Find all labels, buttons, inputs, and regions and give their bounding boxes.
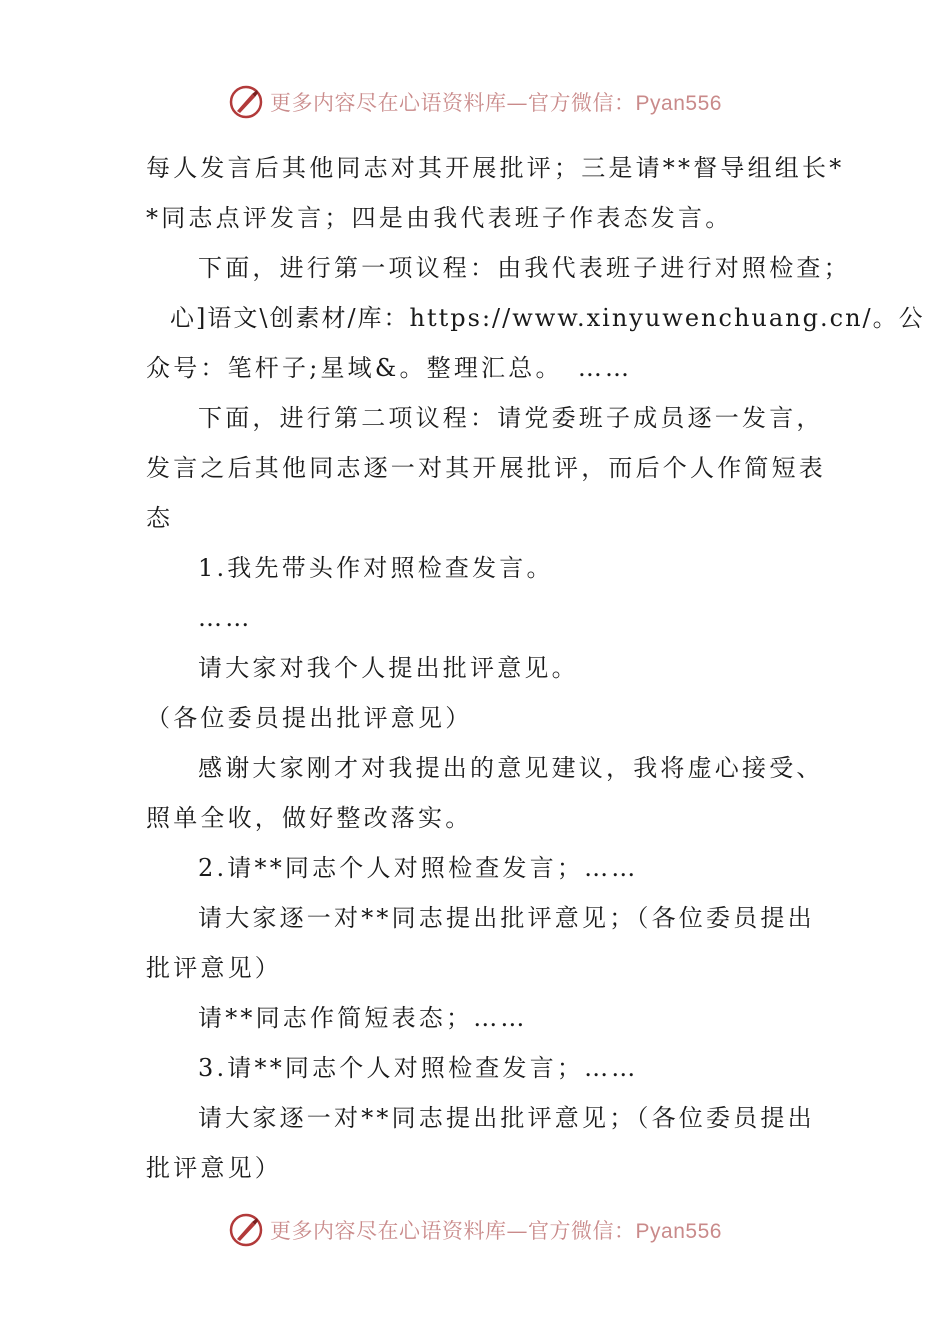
paragraph-line: 发言之后其他同志逐一对其开展批评，而后个人作简短表 [146, 454, 826, 482]
paragraph-line: 1.我先带头作对照检查发言。 [198, 554, 554, 582]
paragraph-line: 照单全收，做好整改落实。 [146, 804, 473, 832]
paragraph-line: 批评意见） [146, 954, 282, 982]
paragraph-line: 2.请**同志个人对照检查发言；…… [198, 854, 639, 882]
paragraph-line: …… [198, 604, 253, 632]
paragraph-line: 批评意见） [146, 1154, 282, 1182]
paragraph-line: 请大家逐一对**同志提出批评意见；（各位委员提出 [198, 904, 815, 932]
paragraph-line: 下面，进行第一项议程：由我代表班子进行对照检查； [198, 254, 851, 282]
paragraph-line: 态 [146, 504, 174, 532]
paragraph-line: 众号：笔杆子;星域&。整理汇总。 …… [146, 354, 633, 382]
paragraph-line: 请大家逐一对**同志提出批评意见；（各位委员提出 [198, 1104, 815, 1132]
paragraph-line: 感谢大家刚才对我提出的意见建议，我将虚心接受、 [198, 754, 824, 782]
wechat-id: Pyan556 [635, 1220, 722, 1243]
paragraph-line: 3.请**同志个人对照检查发言；…… [198, 1054, 639, 1082]
paragraph-line: 每人发言后其他同志对其开展批评；三是请**督导组组长* [146, 154, 845, 182]
page-header-banner [0, 82, 950, 122]
page-footer-banner [0, 1210, 950, 1250]
banner-text: 更多内容尽在心语资料库—官方微信：Pyan556 [270, 91, 722, 115]
wechat-id: Pyan556 [635, 92, 722, 115]
paragraph-line: 请大家对我个人提出批评意见。 [198, 654, 579, 682]
document-body [146, 143, 925, 1193]
paragraph-line: 下面，进行第二项议程：请党委班子成员逐一发言， [198, 404, 824, 432]
quill-logo-icon [228, 84, 264, 120]
banner-text: 更多内容尽在心语资料库—官方微信：Pyan556 [270, 1219, 722, 1243]
paragraph-line: （各位委员提出批评意见） [146, 704, 473, 732]
paragraph-line: 请**同志作简短表态；…… [198, 1004, 528, 1032]
paragraph-line: *同志点评发言；四是由我代表班子作表态发言。 [146, 204, 733, 232]
quill-logo-icon [228, 1212, 264, 1248]
watermark-line: 心]语文\创素材/库：https://www.xinyuwenchuang.cn/。公 [170, 304, 925, 332]
